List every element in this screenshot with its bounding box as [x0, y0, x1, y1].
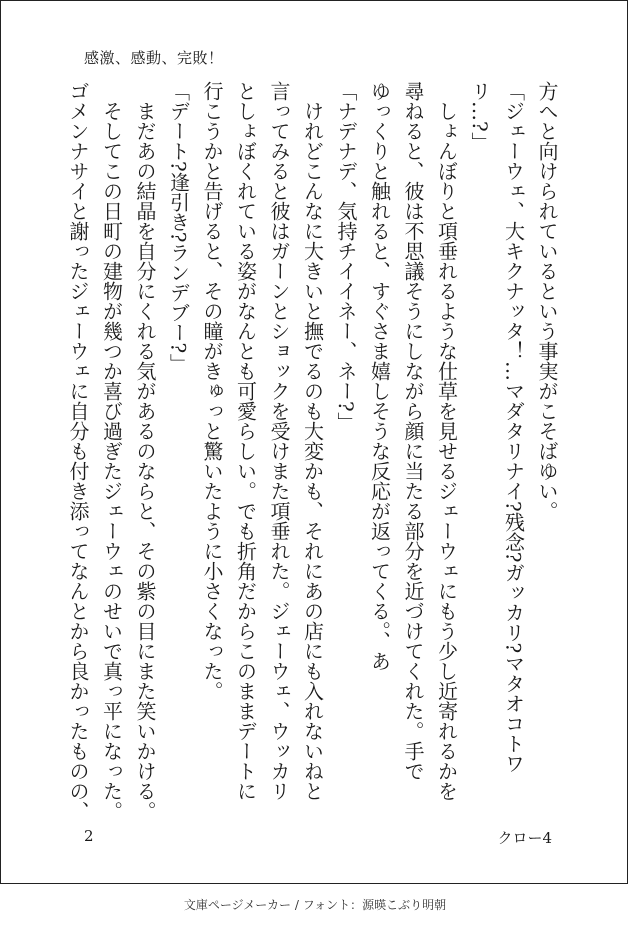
vertical-body-text [61, 81, 564, 821]
text-line: しょんぼりと項垂れるような仕草を見せるジェーウェにもう少し近寄れるかを [434, 81, 459, 801]
text-line: まだあの結晶を自分にくれる気があるのならと、その紫の目にまた笑いかける。 [133, 81, 157, 821]
text-line: 行こうかと告げると、その瞳がきゅっと驚いたように小さくなった。 [200, 81, 224, 701]
text-line: けれどこんなに大きいと撫でるのも大変かも、それにあの店にも入れないねと [300, 81, 325, 801]
text-line: としょぼくれている姿がなんとも可愛らしい。でも折角だからこのままデートに [233, 81, 258, 801]
text-line: 「ナデナデ、気持チイイネー、ネー?」 [334, 81, 358, 432]
text-line: ゆっくりと触れると、すぐさま嬉しそうな反応が返ってくる。、あ [367, 81, 392, 671]
text-line: 言ってみると彼はガーンとショックを受けまた項垂れた。ジェーウェ、ウッカリ [267, 81, 291, 801]
chapter-title: クロー4 [497, 829, 552, 847]
credit-footer: 文庫ページメーカー / フォント：源暎こぶり明朝 [183, 898, 447, 912]
text-line: リ…?」 [468, 81, 492, 152]
text-line: そしてこの日町の建物が幾つか喜び過ぎたジェーウェのせいで真っ平になった。 [99, 81, 124, 821]
text-line: 尋ねると、彼は不思議そうにしながら顔に当たる部分を近づけてくれた。手で [401, 81, 425, 781]
text-line: ゴメンナサイと謝ったジェーウェに自分も付き添ってなんとから良かったものの、 [66, 81, 90, 821]
text-line: 方へと向けられているという事実がこそばゆい。 [535, 81, 559, 521]
running-title: 感激、感動、完敗！ [84, 49, 224, 67]
text-line: 「デート?逢引き?ランデブー?」 [166, 81, 191, 374]
text-line: 「ジェーウェ、大キクナッタ！…マダタリナイ?残念?ガッカリ?マタオコトワ [501, 81, 526, 774]
page-number: 2 [84, 827, 94, 845]
